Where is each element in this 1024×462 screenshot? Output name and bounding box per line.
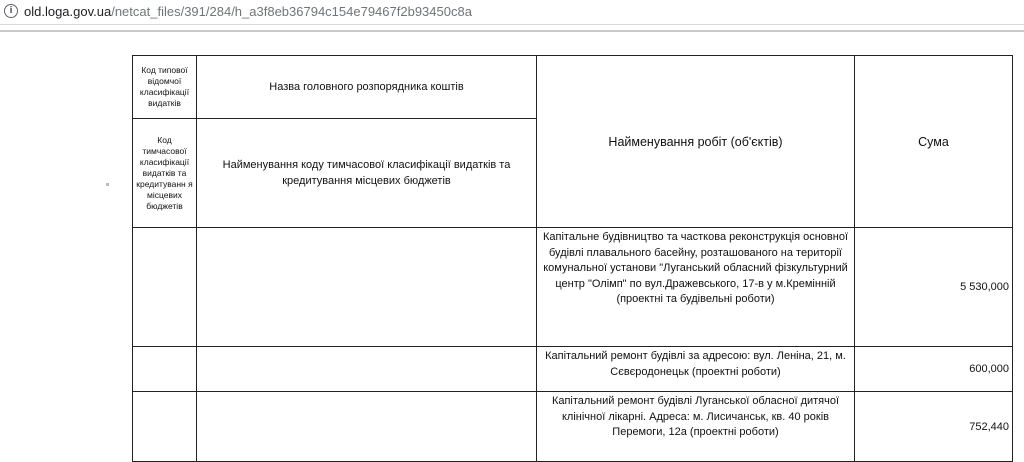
row-sum: 5 530,000 (855, 228, 1013, 347)
header-code-typical: Код типової відомчої класифікації видатків (133, 56, 197, 119)
row-code-cell (133, 228, 197, 347)
info-icon[interactable]: i (4, 4, 18, 18)
table-row (133, 392, 1013, 462)
url-path: /netcat_files/391/284/h_a3f8eb36794c154e79467f2b93450c8a (111, 4, 472, 19)
row-code-cell (133, 392, 197, 462)
row-name-cell (197, 347, 537, 392)
header-code-temporary: Код тимчасової класифікації видатків та кредитуванн я місцевих бюджетів (133, 119, 197, 228)
budget-table (132, 55, 1013, 462)
row-work: Капітальний ремонт будівлі Луганської обласної дитячої клінічної лікарні. Адреса: м. Лисичанськ, кв. 40 років Перемоги, 12а (проектні роботи) (537, 392, 855, 462)
header-works-name: Найменування робіт (об'єктів) (537, 56, 855, 228)
url-text[interactable] (24, 4, 472, 20)
address-bar[interactable] (0, 0, 1024, 25)
table-row (133, 228, 1013, 347)
header-row-1 (133, 56, 1013, 119)
header-code-temporary-name: Найменування коду тимчасової класифікації видатків та кредитування місцевих бюджетів (197, 119, 537, 228)
scan-mark (106, 183, 109, 186)
row-name-cell (197, 228, 537, 347)
row-work: Капітальне будівництво та часткова реконструкція основної будівлі плавального басейну, розташованого на території комунальної установи "Луганський обласний фізкультурний центр "Олімп" по вул.Дражевського, 17-в у м.Кремінній (проектні та будівельні роботи) (537, 228, 855, 347)
row-sum: 600,000 (855, 347, 1013, 392)
row-sum: 752,440 (855, 392, 1013, 462)
page-divider (0, 30, 1024, 32)
row-name-cell (197, 392, 537, 462)
url-host: old.loga.gov.ua (24, 4, 112, 19)
row-code-cell (133, 347, 197, 392)
header-manager-name: Назва головного розпорядника коштів (197, 56, 537, 119)
row-work: Капітальний ремонт будівлі за адресою: вул. Леніна, 21, м. Сєвєродонецьк (проектні роботи) (537, 347, 855, 392)
header-sum: Сума (855, 56, 1013, 228)
table-row (133, 347, 1013, 392)
